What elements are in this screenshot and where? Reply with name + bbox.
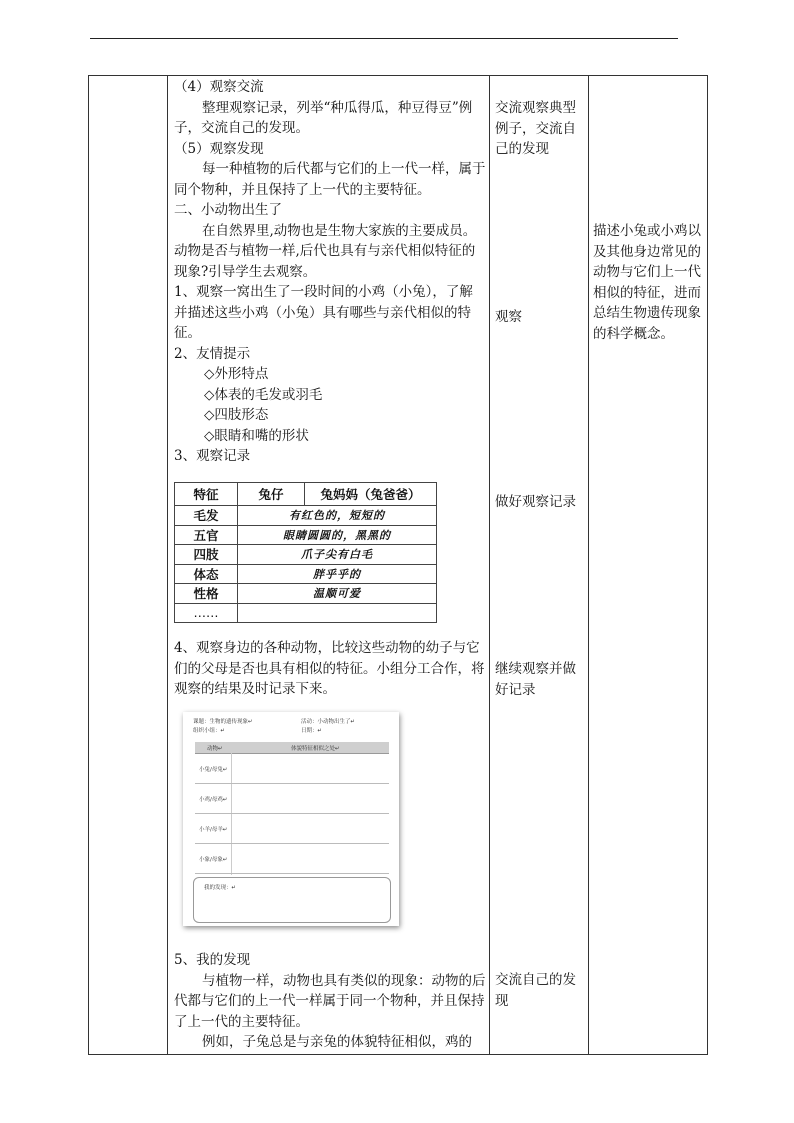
record-row [175,525,437,545]
worksheet-row-label: 小兔/母兔↵ [199,767,228,773]
hint-item: ◇体表的毛发或羽毛 [204,386,323,403]
worksheet-col-similar: 体貌特征相似之处↵ [291,746,340,752]
record-label: 体态 [175,564,238,584]
worksheet-row-label: 小鸡/母鸡↵ [199,797,228,803]
hint-item: ◇眼睛和嘴的形状 [204,427,309,444]
step5-heading: 5、我的发现 [174,952,251,968]
step3-heading: 3、观察记录 [174,448,251,464]
column-divider [588,76,589,1054]
record-label: 五官 [175,525,238,545]
record-value: 温顺可爱 [238,584,437,604]
step5-example: 例如，子兔总是与亲兔的体貌特征相似，鸡的 [202,1034,472,1050]
record-value: 有红色的，短短的 [238,506,437,526]
column-divider [489,76,490,1054]
student-exchange: 交流观察典型例子，交流自己的发现 [495,100,576,157]
design-goal: 描述小兔或小鸡以及其他身边常见的动物与它们上一代相似的特征，进而总结生物遗传现象的科学概念。 [593,223,701,342]
record-row [175,584,437,604]
worksheet-finding-label: 我的发现：↵ [204,885,237,891]
record-row [175,545,437,565]
section2-intro: 在自然界里,动物也是生物大家族的主要成员。动物是否与植物一样,后代也具有与亲代相似特征的现象?引导学生去观察。 [174,222,477,280]
record-header: 兔妈妈（兔爸爸） [305,483,437,506]
step4-block [174,638,486,700]
record-label: 四肢 [175,545,238,565]
record-row [175,603,437,623]
hint-item: ◇外形特点 [204,366,269,382]
record-row [175,506,437,526]
student-record: 做好观察记录 [495,494,576,510]
worksheet-header-bar [195,742,389,754]
column-divider [167,76,168,1054]
header-rule [90,38,678,39]
worksheet-group: 组织小组：↵ [193,728,226,734]
obs-finding-text: 每一种植物的后代都与它们的上一代一样，属于同个物种，并且保持了上一代的主要特征。 [174,161,486,198]
observation-record-table [174,482,437,623]
obs-exchange-text: 整理观察记录，列举“种瓜得瓜，种豆得豆”例子，交流自己的发现。 [174,99,473,136]
worksheet-row-line [195,783,389,784]
worksheet-row-line [195,813,389,814]
record-label: …… [175,603,238,623]
step1-text: 1、观察一窝出生了一段时间的小鸡（小兔），了解并描述这些小鸡（小兔）具有哪些与亲代相似的特征。 [174,284,473,341]
record-header: 兔仔 [238,483,305,506]
record-label: 性格 [175,584,238,604]
worksheet-topic: 课题：生物的遗传现象↵ [193,719,253,725]
student-exchange-finding: 交流自己的发现 [495,972,576,1009]
step2-heading: 2、友情提示 [174,345,251,362]
worksheet-col-animal: 动物↵ [207,746,223,752]
hint-item: ◇四肢形态 [204,407,269,423]
worksheet-row-line [195,873,389,874]
record-value [238,603,437,623]
record-value: 爪子尖有白毛 [238,545,437,565]
step5-block [174,950,486,1053]
worksheet-image [183,712,399,926]
record-label: 毛发 [175,506,238,526]
worksheet-row-line [195,843,389,844]
obs-finding-heading: （5）观察发现 [174,140,264,157]
obs-exchange-heading: （4）观察交流 [174,79,264,95]
worksheet-finding-box [193,877,391,923]
worksheet-row-label: 小象/母象↵ [199,857,228,863]
step5-text: 与植物一样，动物也具有类似的现象：动物的后代都与它们的上一代一样属于同一个物种，并且保持了上一代的主要特征。 [174,972,486,1030]
activity-column [174,77,486,467]
section2-heading: 二、小动物出生了 [174,202,282,218]
record-header: 特征 [175,483,238,506]
student-continue: 继续观察并做好记录 [495,661,576,698]
step4-text: 4、观察身边的各种动物，比较这些动物的幼子与它们的父母是否也具有相似的特征。小组分工合作，将观察的结果及时记录下来。 [174,640,485,697]
worksheet-divider [231,753,232,875]
worksheet-activity: 活动：小动物出生了↵ [301,719,356,725]
worksheet-row-label: 小羊/母羊↵ [199,827,228,833]
student-observe: 观察 [495,309,522,325]
record-row [175,564,437,584]
record-value: 胖乎乎的 [238,564,437,584]
worksheet-date: 日期：↵ [301,728,323,734]
record-value: 眼睛圆圆的，黑黑的 [238,525,437,545]
